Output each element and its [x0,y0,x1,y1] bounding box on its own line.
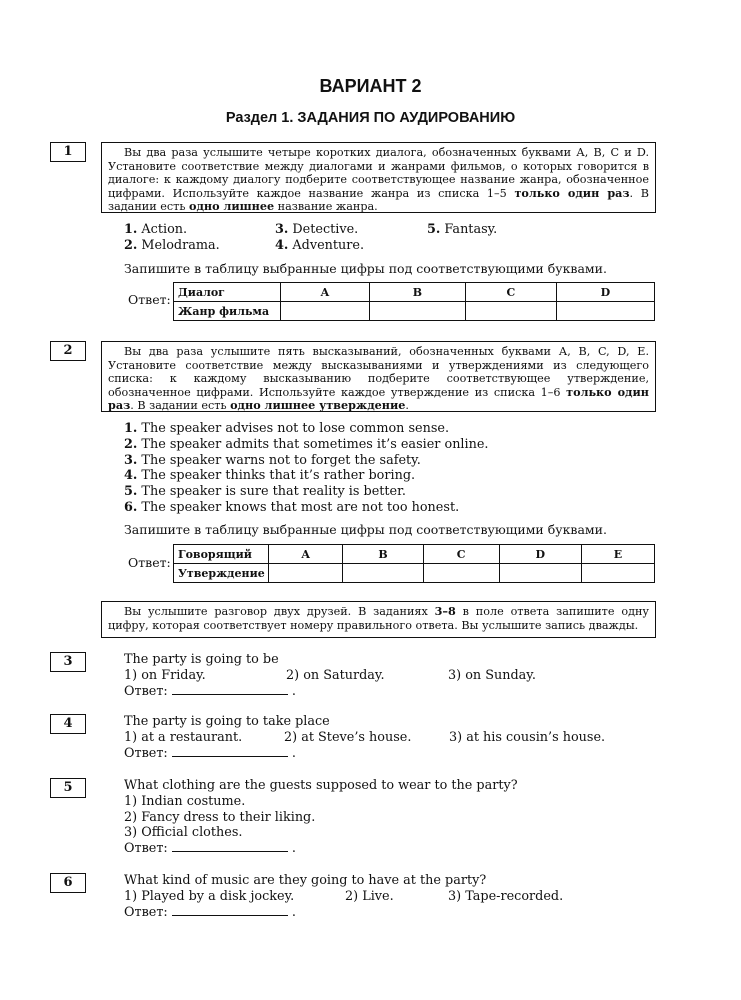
table-letter: A [269,545,343,564]
table-letter: C [423,545,499,564]
statement-item: 2. The speaker admits that sometimes it’s easier online. [124,436,489,452]
table-letter: C [465,283,556,302]
conv-instr-text-2: в поле ответа запишите одну цифру, которая соответствует номеру правильного ответа. Вы услышите запись дважды. [108,605,649,632]
answer-end: . [291,841,296,857]
variant-title: ВАРИАНТ 2 [319,76,422,96]
task1-instr-text-1: Вы два раза услышите четыре коротких диалога, обозначенных буквами А, B, C и D. Установите соответствие между диалогами и жанрами фильмов, о которых говорится в диалоге: к каждому диалогу подберите соответствующее название жанра, обозначенное цифрами. Используйте каждое название жанра из списка 1–5 [108,146,649,200]
option: 2) at Steve’s house. [284,729,412,745]
answer-end: . [291,683,296,699]
task-number-5: 5 [50,778,86,798]
answer-cell[interactable] [281,302,370,321]
answer-blank[interactable] [172,905,288,916]
genre-item: 2. Melodrama. [124,237,220,253]
statement-item: 1. The speaker advises not to lose common sense. [124,421,450,436]
conversation-instructions [101,601,656,638]
answer-blank[interactable] [172,746,288,757]
table-letter: E [581,545,654,564]
question-text: The party is going to take place [124,714,330,729]
table-head-dialog: Диалог [174,283,281,302]
task-number-1: 1 [50,142,86,162]
statement-item: 4. The speaker thinks that it’s rather boring. [124,468,416,484]
genre-item: 4. Adventure. [275,237,365,253]
task1-answer-table [173,282,655,321]
option: 2) Fancy dress to their liking. [124,809,316,825]
answer-blank[interactable] [172,841,288,852]
task1-instr-bold-1: только один раз [514,185,630,200]
option: 1) at a restaurant. [124,729,243,745]
task1-instr-bold-2: одно лишнее [188,199,275,214]
task2-answer-table [173,544,655,583]
task1-instructions [101,142,656,213]
question-5 [124,778,518,857]
option: 2) Live. [345,888,394,904]
task2-instr-text-3: . [405,399,409,413]
task1-prompt: Запишите в таблицу выбранные цифры под соответствующими буквами. [124,261,607,276]
answer-end: . [291,745,296,761]
answer-cell[interactable] [369,302,465,321]
option: 3) Official clothes. [124,825,243,841]
question-text: What kind of music are they going to have at the party? [124,873,487,888]
task2-prompt: Запишите в таблицу выбранные цифры под соответствующими буквами. [124,522,607,537]
table-letter: D [499,545,581,564]
table-head-speaker: Говорящий [174,545,269,564]
option: 1) on Friday. [124,667,206,683]
question-4 [124,714,605,761]
option: 3) at his cousin’s house. [449,729,606,745]
genre-list [124,222,644,253]
genre-item: 1. Action. [124,222,188,237]
option: 2) on Saturday. [286,667,385,683]
task-number-6: 6 [50,873,86,893]
task-number-2: 2 [50,341,86,361]
answer-cell[interactable] [581,564,654,583]
section-title: Раздел 1. ЗАДАНИЯ ПО АУДИРОВАНИЮ [225,110,516,126]
answer-cell[interactable] [556,302,654,321]
table-letter: A [281,283,370,302]
task2-answer-label: Ответ: [128,555,171,570]
table-letter: B [369,283,465,302]
answer-label: Ответ: [124,683,168,699]
statement-item: 5. The speaker is sure that reality is better. [124,484,406,500]
statement-list [124,421,489,516]
answer-cell[interactable] [343,564,423,583]
answer-blank[interactable] [172,684,288,695]
genre-item: 3. Detective. [275,222,359,237]
answer-cell[interactable] [269,564,343,583]
option: 1) Indian costume. [124,793,246,809]
conv-instr-text-1: Вы услышите разговор двух друзей. В заданиях [124,605,435,618]
answer-end: . [291,904,296,920]
question-3 [124,652,536,699]
statement-item: 6. The speaker knows that most are not too honest. [124,499,460,515]
question-6 [124,873,563,920]
table-letter: D [556,283,654,302]
answer-label: Ответ: [124,841,168,857]
task1-answer-label: Ответ: [128,292,171,307]
task-number-4: 4 [50,714,86,734]
answer-cell[interactable] [423,564,499,583]
option: 3) on Sunday. [448,667,536,683]
task2-instr-text-1: Вы два раза услышите пять высказываний, обозначенных буквами А, B, C, D, E. Установите соответствие между высказываниями и утверждениями из следующего списка: к каждому высказыванию подберите соответствующее утверждение, обозначенное цифрами. Используйте каждое утверждение из списка 1–6 [108,345,649,399]
question-text: What clothing are the guests supposed to wear to the party? [124,778,518,793]
table-letter: B [343,545,423,564]
task2-instr-text-2: . В задании есть [130,399,231,413]
answer-label: Ответ: [124,745,168,761]
question-text: The party is going to be [124,652,279,667]
conv-instr-bold: 3–8 [434,604,456,618]
answer-cell[interactable] [465,302,556,321]
option: 1) Played by a disk jockey. [124,888,295,904]
table-head-genre: Жанр фильма [174,302,281,321]
task1-instr-text-3: название жанра. [274,200,378,214]
table-head-statement: Утверждение [174,564,269,583]
task2-instr-bold-1: только один раз [108,384,649,413]
answer-cell[interactable] [499,564,581,583]
task2-instructions [101,341,656,412]
option: 3) Tape-recorded. [448,888,564,904]
task-number-3: 3 [50,652,86,672]
statement-item: 3. The speaker warns not to forget the safety. [124,452,421,468]
task2-instr-bold-2: одно лишнее утверждение [230,398,406,413]
genre-item: 5. Fantasy. [427,222,498,237]
task1-instr-text-2: . В задании есть [108,186,649,214]
answer-label: Ответ: [124,904,168,920]
